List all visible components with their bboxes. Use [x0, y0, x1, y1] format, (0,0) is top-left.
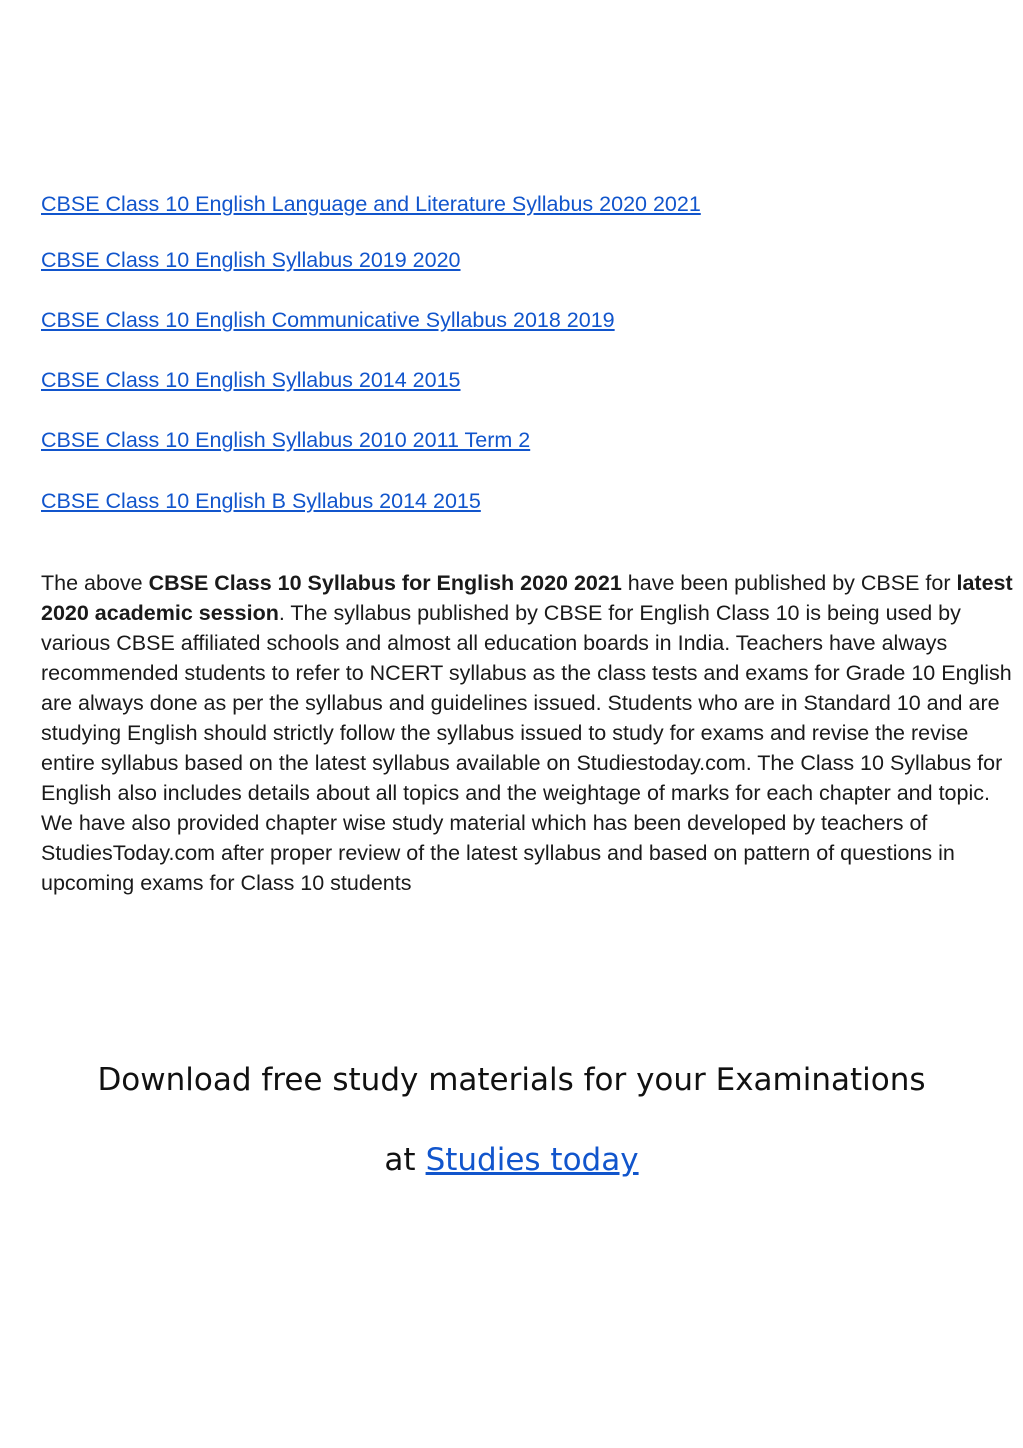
- studies-today-link[interactable]: Studies today: [425, 1142, 639, 1178]
- syllabus-link-2010-2011-term-2[interactable]: CBSE Class 10 English Syllabus 2010 2011 Term 2: [41, 428, 531, 452]
- description-paragraph: [41, 568, 1016, 898]
- list-item: [41, 190, 701, 218]
- footer-download-heading: Download free study materials for your Examinations: [97, 1062, 926, 1098]
- footer-at-text: at: [384, 1142, 416, 1178]
- list-item: [41, 426, 530, 454]
- list-item: [41, 246, 461, 274]
- syllabus-link-2014-2015[interactable]: CBSE Class 10 English Syllabus 2014 2015: [41, 368, 461, 392]
- syllabus-link-2019-2020[interactable]: CBSE Class 10 English Syllabus 2019 2020: [41, 248, 461, 272]
- paragraph-text-2: have been published by CBSE for: [621, 571, 957, 595]
- syllabus-link-communicative-2018-2019[interactable]: CBSE Class 10 English Communicative Syllabus 2018 2019: [41, 308, 615, 332]
- paragraph-bold-title: CBSE Class 10 Syllabus for English 2020 2021: [148, 571, 622, 595]
- list-item: [41, 487, 481, 515]
- syllabus-link-2020-2021[interactable]: CBSE Class 10 English Language and Literature Syllabus 2020 2021: [41, 192, 701, 216]
- list-item: [41, 366, 461, 394]
- paragraph-bold-session: latest 2020 academic session: [41, 571, 1013, 625]
- footer-site-line: [0, 1138, 1023, 1182]
- paragraph-text-3: . The syllabus published by CBSE for English Class 10 is being used by various CBSE affiliated schools and almost all education boards in India. Teachers have always recommended students to refer to NCERT syllabus as the class tests and exams for Grade 10 English are always done as per the syllabus and guidelines issued. Students who are in Standard 10 and are studying English should strictly follow the syllabus issued to study for exams and revise the revise entire syllabus based on the latest syllabus available on Studiestoday.com. The Class 10 Syllabus for English also includes details about all topics and the weightage of marks for each chapter and topic. We have also provided chapter wise study material which has been developed by teachers of StudiesToday.com after proper review of the latest syllabus and based on pattern of questions in upcoming exams for Class 10 students: [41, 601, 1012, 895]
- syllabus-link-english-b-2014-2015[interactable]: CBSE Class 10 English B Syllabus 2014 2015: [41, 489, 481, 513]
- paragraph-text-1: The above: [41, 571, 149, 595]
- list-item: [41, 306, 615, 334]
